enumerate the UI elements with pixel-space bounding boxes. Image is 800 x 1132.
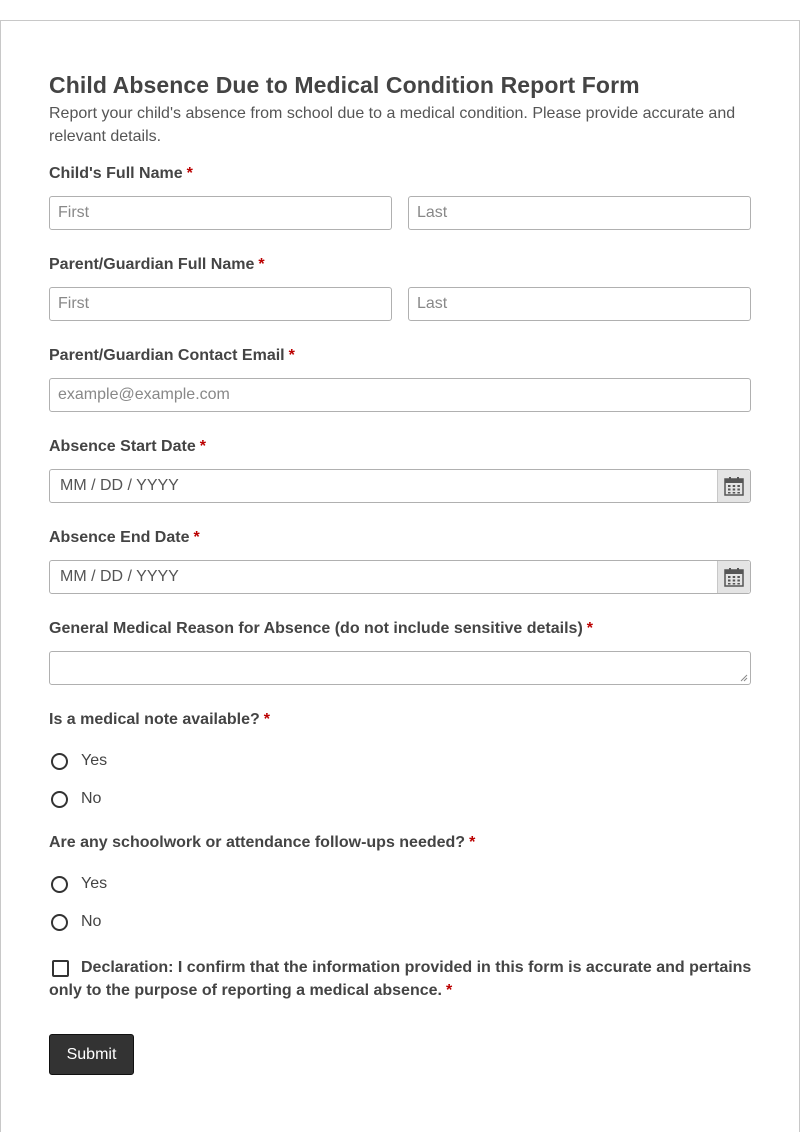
parent-first-name-input[interactable]: [50, 288, 391, 320]
reason-label-text: General Medical Reason for Absence (do not include sensitive details): [49, 620, 583, 637]
followup-option-no[interactable]: [49, 910, 101, 934]
required-marker: *: [288, 347, 295, 364]
end-date-label-text: Absence End Date: [49, 529, 190, 546]
end-date-input[interactable]: [50, 561, 750, 593]
end-date-label: [49, 529, 200, 547]
reason-field[interactable]: [49, 651, 751, 685]
required-marker: *: [445, 982, 453, 999]
option-label: No: [81, 913, 102, 930]
child-last-name-field[interactable]: [408, 196, 751, 230]
reason-textarea[interactable]: [50, 652, 750, 684]
declaration-label: [49, 956, 754, 1002]
medical-note-label-text: Is a medical note available?: [49, 711, 260, 728]
form-title: Child Absence Due to Medical Condition Report Form: [49, 72, 640, 98]
required-marker: *: [469, 834, 476, 851]
medical-note-label: [49, 711, 270, 729]
parent-name-label: [49, 256, 265, 274]
email-input[interactable]: [50, 379, 750, 411]
parent-last-name-field[interactable]: [408, 287, 751, 321]
child-name-label: [49, 165, 193, 183]
followup-label: [49, 834, 475, 852]
start-date-label-text: Absence Start Date: [49, 438, 196, 455]
start-date-label: [49, 438, 206, 456]
radio-button[interactable]: [51, 876, 68, 893]
option-label: Yes: [81, 752, 108, 769]
required-marker: *: [199, 438, 206, 455]
email-label: [49, 347, 295, 365]
radio-button[interactable]: [51, 791, 68, 808]
required-marker: *: [263, 711, 270, 728]
option-label: No: [81, 790, 102, 807]
medical-note-option-yes[interactable]: [49, 749, 107, 773]
reason-label: [49, 620, 593, 638]
email-field[interactable]: [49, 378, 751, 412]
start-date-input[interactable]: [50, 470, 750, 502]
required-marker: *: [193, 529, 200, 546]
child-last-name-input[interactable]: [409, 197, 750, 229]
parent-last-name-input[interactable]: [409, 288, 750, 320]
option-label: Yes: [81, 875, 108, 892]
required-marker: *: [586, 620, 593, 637]
radio-button[interactable]: [51, 914, 68, 931]
medical-note-option-no[interactable]: [49, 787, 101, 811]
start-date-field[interactable]: [49, 469, 751, 503]
calendar-icon[interactable]: [717, 561, 750, 593]
declaration-text: Declaration: I confirm that the information provided in this form is accurate and pertains only to the purpose of reporting a medical absence.: [49, 959, 752, 999]
child-first-name-field[interactable]: [49, 196, 392, 230]
required-marker: *: [186, 165, 193, 182]
parent-first-name-field[interactable]: [49, 287, 392, 321]
parent-name-label-text: Parent/Guardian Full Name: [49, 256, 255, 273]
child-first-name-input[interactable]: [50, 197, 391, 229]
followup-label-text: Are any schoolwork or attendance follow-ups needed?: [49, 834, 466, 851]
radio-button[interactable]: [51, 753, 68, 770]
end-date-field[interactable]: [49, 560, 751, 594]
calendar-icon[interactable]: [717, 470, 750, 502]
resize-handle-icon[interactable]: [740, 674, 748, 682]
submit-button[interactable]: Submit: [49, 1034, 134, 1075]
required-marker: *: [258, 256, 265, 273]
child-name-label-text: Child's Full Name: [49, 165, 183, 182]
email-label-text: Parent/Guardian Contact Email: [49, 347, 285, 364]
form-description: Report your child's absence from school due to a medical condition. Please provide accurate and relevant details.: [49, 105, 736, 145]
followup-option-yes[interactable]: [49, 872, 107, 896]
